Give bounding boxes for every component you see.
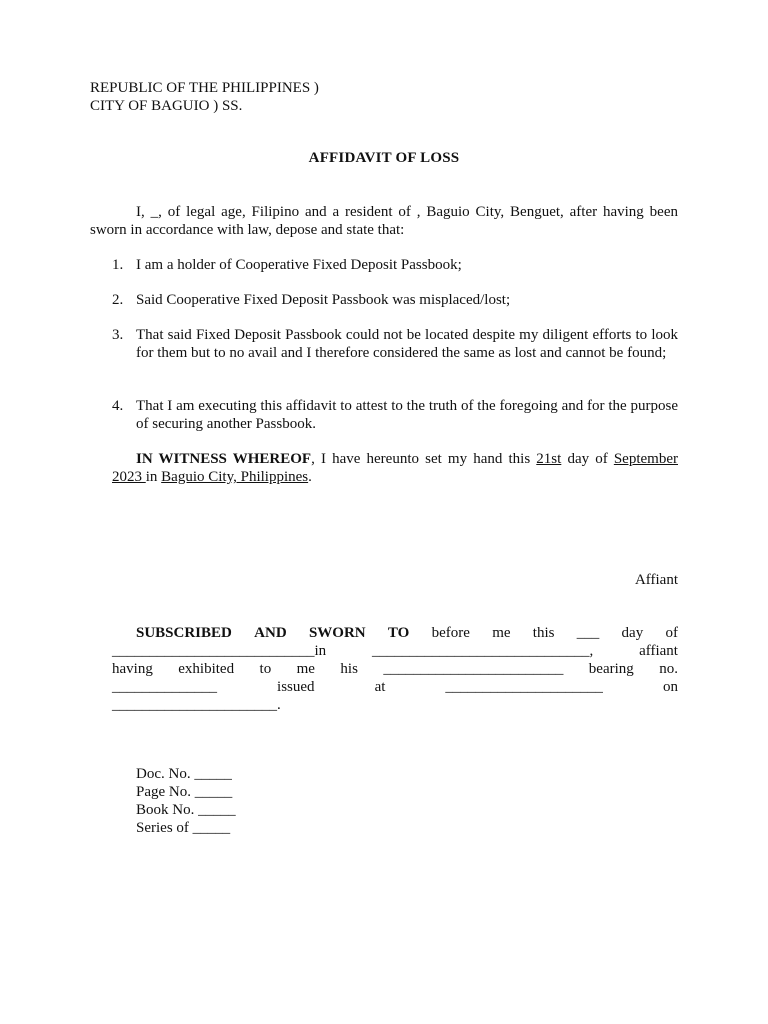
witness-end: .: [308, 469, 312, 485]
jurat-blank: _____________________________,: [372, 643, 594, 659]
jurat-word: before: [431, 625, 470, 641]
jurat-word: me: [296, 661, 315, 677]
notary-doc-no: Doc. No. _____: [136, 766, 232, 782]
notary-page-no: Page No. _____: [136, 784, 233, 800]
jurat-word: on: [662, 679, 678, 695]
jurat-blank: ___: [576, 625, 600, 641]
list-item: [112, 256, 678, 274]
witness-heading: IN WITNESS WHEREOF: [136, 451, 312, 467]
notary-series: Series of _____: [136, 820, 231, 836]
list-item: [112, 291, 678, 309]
list-item-number: 4.: [112, 398, 124, 414]
jurat-word: to: [259, 661, 272, 677]
jurat-blank: ________________________: [383, 661, 564, 677]
witness-day: 21st: [536, 451, 562, 467]
jurat-line-5: [112, 696, 678, 714]
witness-text: , I have hereunto set my hand this: [311, 451, 537, 467]
jurat-word: of: [665, 625, 678, 641]
jurat-line-2: [112, 642, 678, 660]
intro-paragraph: I, _, of legal age, Filipino and a resident of , Baguio City, Benguet, after having been sworn in accordance with law, depose and state that:: [90, 204, 678, 238]
jurat-word: me: [492, 625, 511, 641]
jurat-line-3: [112, 660, 678, 678]
jurat-blank: _____________________: [445, 679, 603, 695]
jurat-word: issued: [277, 679, 315, 695]
jurat-line-1: [136, 624, 678, 642]
jurat-word: having: [112, 661, 153, 677]
jurat-word: exhibited: [178, 661, 235, 677]
jurat-word: bearing: [588, 661, 634, 677]
affiant-label: Affiant: [634, 572, 678, 588]
witness-paragraph: [112, 450, 678, 486]
jurat-word: day: [621, 625, 644, 641]
list-item-number: 1.: [112, 257, 124, 273]
list-item: [112, 326, 678, 362]
document-title: AFFIDAVIT OF LOSS: [308, 150, 460, 166]
list-item: [112, 397, 678, 433]
jurat-word: no.: [659, 661, 678, 677]
jurat-word: SWORN: [308, 625, 366, 641]
jurat-word: at: [374, 679, 386, 695]
list-item-text: That said Fixed Deposit Passbook could not be located despite my diligent efforts to look for them but to no avail and I therefore considered the same as lost and cannot be found;: [136, 327, 678, 361]
list-item-text: I am a holder of Cooperative Fixed Deposit Passbook;: [136, 257, 462, 273]
witness-text: in: [145, 469, 162, 485]
jurat-line-4: [112, 678, 678, 696]
jurat-word: SUBSCRIBED: [136, 625, 232, 641]
jurat-blank: ______________: [112, 679, 217, 695]
jurat-word: affiant: [639, 643, 678, 659]
list-item-text: Said Cooperative Fixed Deposit Passbook was misplaced/lost;: [136, 292, 511, 308]
jurat-blank: ______________________.: [112, 697, 281, 713]
jurat-word: AND: [254, 625, 287, 641]
jurat-word: this: [532, 625, 555, 641]
witness-text: day of: [561, 451, 614, 467]
venue-line-city: CITY OF BAGUIO ) SS.: [90, 98, 243, 114]
list-item-number: 2.: [112, 292, 124, 308]
jurat-blank: ___________________________in: [112, 643, 327, 659]
venue-line-republic: REPUBLIC OF THE PHILIPPINES ): [90, 80, 319, 96]
list-item-number: 3.: [112, 327, 124, 343]
witness-month-year: September 2023: [112, 451, 678, 485]
jurat-word: TO: [387, 625, 410, 641]
witness-place: Baguio City, Philippines: [161, 469, 309, 485]
notary-book-no: Book No. _____: [136, 802, 236, 818]
jurat-word: his: [340, 661, 358, 677]
list-item-text: That I am executing this affidavit to attest to the truth of the foregoing and for the purpose of securing another Passbook.: [136, 398, 678, 432]
